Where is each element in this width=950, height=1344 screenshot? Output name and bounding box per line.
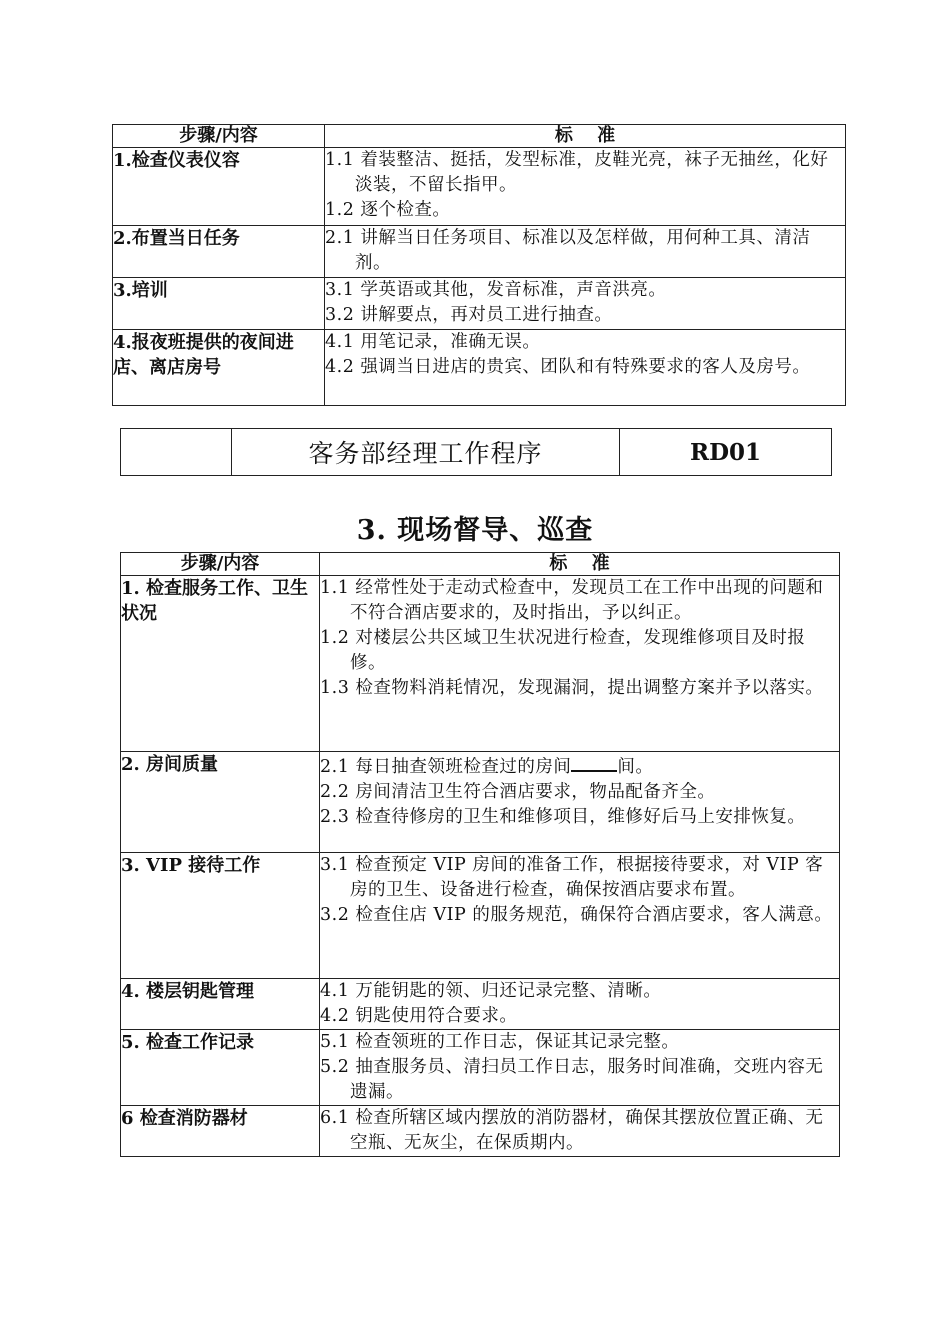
table-row <box>113 278 846 330</box>
criteria-cell <box>320 1030 840 1106</box>
criteria-item: 5.2 抽查服务员、清扫员工作日志，服务时间准确，交班内容无遗漏。 <box>320 1057 824 1102</box>
criteria-item: 1.2 逐个检查。 <box>325 200 451 220</box>
criteria-item: 3.2 讲解要点，再对员工进行抽查。 <box>325 305 613 325</box>
criteria-item: 3.2 检查住店 VIP 的服务规范，确保符合酒店要求，客人满意。 <box>320 905 833 925</box>
column-header-criteria: 标 准 <box>325 125 846 148</box>
criteria-item: 5.1 检查领班的工作日志，保证其记录完整。 <box>320 1032 680 1052</box>
procedure-table-2 <box>120 552 840 1157</box>
criteria-cell <box>325 226 846 278</box>
criteria-item: 3.1 学英语或其他，发音标准，声音洪亮。 <box>325 280 667 300</box>
criteria-item: 4.2 钥匙使用符合要求。 <box>320 1006 518 1026</box>
criteria-item-text: 2.1 每日抽查领班检查过的房间 <box>320 757 572 777</box>
step-cell: 2.布置当日任务 <box>113 226 325 278</box>
table-row <box>113 148 846 226</box>
criteria-item: 1.1 经常性处于走动式检查中，发现员工在工作中出现的问题和不符合酒店要求的，及时指出，予以纠正。 <box>320 578 824 623</box>
criteria-item: 1.3 检查物料消耗情况，发现漏洞，提出调整方案并予以落实。 <box>320 678 824 698</box>
table-row <box>121 979 840 1030</box>
step-cell: 6 检查消防器材 <box>121 1106 320 1157</box>
document-header <box>120 428 832 476</box>
step-cell: 4. 楼层钥匙管理 <box>121 979 320 1030</box>
criteria-item: 2.1 讲解当日任务项目、标准以及怎样做，用何种工具、清洁剂。 <box>325 228 811 273</box>
criteria-item <box>320 752 839 780</box>
criteria-item: 4.1 用笔记录，准确无误。 <box>325 332 541 352</box>
criteria-cell <box>320 752 840 853</box>
procedure-table-1 <box>112 124 846 406</box>
step-cell: 3.培训 <box>113 278 325 330</box>
document-title: 客务部经理工作程序 <box>232 429 620 476</box>
criteria-item: 6.1 检查所辖区域内摆放的消防器材，确保其摆放位置正确、无空瓶、无灰尘，在保质期内。 <box>320 1108 824 1153</box>
criteria-item: 2.2 房间清洁卫生符合酒店要求，物品配备齐全。 <box>320 782 716 802</box>
criteria-item: 4.1 万能钥匙的领、归还记录完整、清晰。 <box>320 981 662 1001</box>
table-header-row <box>121 553 840 576</box>
step-cell: 1.检查仪表仪容 <box>113 148 325 226</box>
table-row <box>113 226 846 278</box>
criteria-cell <box>320 853 840 979</box>
step-cell: 3. VIP 接待工作 <box>121 853 320 979</box>
step-cell: 4.报夜班提供的夜间进店、离店房号 <box>113 330 325 406</box>
table-row <box>113 330 846 406</box>
document-code: RD01 <box>620 429 832 476</box>
criteria-cell <box>325 330 846 406</box>
table-row <box>121 1106 840 1157</box>
criteria-cell <box>320 1106 840 1157</box>
criteria-cell <box>320 979 840 1030</box>
table-row <box>121 853 840 979</box>
table-row <box>121 576 840 752</box>
step-cell: 5. 检查工作记录 <box>121 1030 320 1106</box>
fill-in-blank <box>571 752 617 772</box>
criteria-cell <box>320 576 840 752</box>
criteria-item-text: 间。 <box>617 757 654 777</box>
criteria-cell <box>325 278 846 330</box>
criteria-item: 1.1 着装整洁、挺括，发型标准，皮鞋光亮，袜子无抽丝，化好淡装，不留长指甲。 <box>325 150 829 195</box>
step-cell: 1. 检查服务工作、卫生状况 <box>121 576 320 752</box>
step-cell: 2. 房间质量 <box>121 752 320 853</box>
criteria-item: 2.3 检查待修房的卫生和维修项目，维修好后马上安排恢复。 <box>320 807 806 827</box>
criteria-item: 3.1 检查预定 VIP 房间的准备工作，根据接待要求，对 VIP 客房的卫生、设备进行检查，确保按酒店要求布置。 <box>320 855 824 900</box>
criteria-item: 1.2 对楼层公共区域卫生状况进行检查，发现维修项目及时报修。 <box>320 628 806 673</box>
criteria-cell <box>325 148 846 226</box>
table-row <box>121 1030 840 1106</box>
header-empty-cell <box>121 429 232 476</box>
table-row <box>121 752 840 853</box>
column-header-step: 步骤/内容 <box>113 125 325 148</box>
section-title: 3. 现场督导、巡查 <box>356 515 594 546</box>
criteria-item: 4.2 强调当日进店的贵宾、团队和有特殊要求的客人及房号。 <box>325 357 811 377</box>
column-header-step: 步骤/内容 <box>121 553 320 576</box>
column-header-criteria: 标 准 <box>320 553 840 576</box>
table-header-row <box>113 125 846 148</box>
